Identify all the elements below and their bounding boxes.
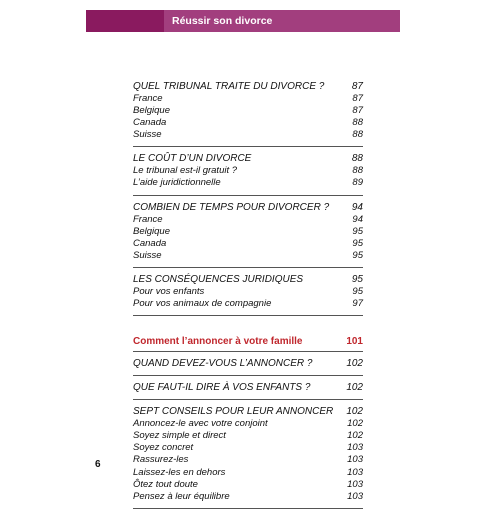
section-title: QUEL TRIBUNAL TRAITE DU DIVORCE ? [133, 81, 325, 92]
toc-entry [133, 250, 363, 262]
toc-entry [133, 454, 363, 466]
entry-page: 103 [347, 478, 363, 490]
entry-page: 103 [347, 454, 363, 466]
section-heading [133, 201, 363, 214]
entry-label: Ôtez tout doute [133, 478, 198, 490]
entry-page: 103 [347, 466, 363, 478]
table-of-contents [133, 80, 363, 514]
section-title: QUAND DEVEZ-VOUS L’ANNONCER ? [133, 358, 313, 370]
entry-page: 102 [347, 430, 363, 442]
entry-label: Canada [133, 117, 167, 129]
entry-page: 95 [352, 225, 363, 237]
toc-entry [133, 226, 363, 238]
toc-entry [133, 165, 363, 177]
toc-entry [133, 286, 363, 298]
section-page: 102 [346, 358, 363, 370]
entry-page: 88 [352, 165, 363, 177]
entry-page: 88 [352, 129, 363, 141]
entry-label: Rassurez-les [133, 454, 189, 466]
entry-label: Pensez à leur équilibre [133, 490, 230, 502]
entry-label: Soyez simple et direct [133, 430, 226, 442]
entry-label: Pour vos enfants [133, 285, 205, 297]
entry-page: 95 [352, 285, 363, 297]
entry-page: 87 [352, 93, 363, 104]
section-title: SEPT CONSEILS POUR LEUR ANNONCER [133, 406, 334, 418]
section-page: 102 [346, 382, 363, 394]
toc-entry [133, 214, 363, 226]
header-title: Réussir son divorce [164, 10, 400, 32]
chapter-title: Comment l’annoncer à votre famille [133, 336, 303, 348]
toc-entry [133, 479, 363, 491]
chapter-page: 101 [346, 336, 363, 348]
toc-section [133, 80, 363, 147]
section-page: 102 [346, 406, 363, 418]
section-title: LE COÛT D’UN DIVORCE [133, 153, 252, 165]
entry-label: Soyez concret [133, 442, 194, 454]
toc-entry [133, 491, 363, 503]
toc-section [133, 381, 363, 400]
toc-entry [133, 442, 363, 454]
entry-label: France [133, 93, 163, 104]
entry-label: Laissez-les en dehors [133, 466, 226, 478]
entry-label: France [133, 213, 163, 225]
section-heading [133, 152, 363, 165]
entry-label: L’aide juridictionnelle [133, 177, 221, 189]
toc-entry [133, 177, 363, 189]
page-number: 6 [95, 459, 101, 470]
entry-page: 103 [347, 490, 363, 502]
toc-section [133, 357, 363, 376]
toc-entry [133, 430, 363, 442]
toc-entry [133, 117, 363, 129]
section-heading [133, 357, 363, 370]
section-page: 87 [351, 81, 363, 92]
toc-entry [133, 105, 363, 117]
toc-section [133, 405, 363, 509]
toc-section [133, 152, 363, 195]
entry-label: Annoncez-le avec votre conjoint [133, 418, 268, 430]
entry-label: Suisse [133, 129, 162, 141]
entry-label: Pour vos animaux de compagnie [133, 298, 272, 310]
entry-label: Suisse [133, 249, 162, 261]
section-page: 88 [351, 153, 363, 165]
entry-page: 88 [352, 117, 363, 129]
entry-label: Le tribunal est-il gratuit ? [133, 165, 238, 177]
section-title: QUE FAUT-IL DIRE À VOS ENFANTS ? [133, 382, 311, 394]
running-header [86, 10, 400, 32]
chapter-heading [133, 330, 363, 352]
toc-section [133, 273, 363, 316]
toc-section [133, 201, 363, 268]
section-title: COMBIEN DE TEMPS POUR DIVORCER ? [133, 201, 330, 213]
header-color-block [86, 10, 164, 32]
section-heading [133, 405, 363, 418]
toc-entry [133, 129, 363, 141]
section-page: 95 [351, 273, 363, 285]
entry-page: 102 [347, 418, 363, 430]
entry-page: 89 [352, 177, 363, 189]
entry-page: 103 [347, 442, 363, 454]
entry-page: 97 [352, 298, 363, 310]
section-heading [133, 80, 363, 93]
entry-page: 95 [352, 237, 363, 249]
entry-page: 94 [352, 213, 363, 225]
section-page: 94 [351, 201, 363, 213]
entry-label: Canada [133, 237, 167, 249]
toc-entry [133, 238, 363, 250]
entry-page: 95 [352, 249, 363, 261]
entry-label: Belgique [133, 105, 170, 117]
section-heading [133, 381, 363, 394]
section-heading [133, 273, 363, 286]
toc-entry [133, 467, 363, 479]
entry-label: Belgique [133, 225, 170, 237]
section-title: LES CONSÉQUENCES JURIDIQUES [133, 273, 304, 285]
toc-entry [133, 93, 363, 105]
toc-entry [133, 418, 363, 430]
toc-entry [133, 298, 363, 310]
entry-page: 87 [352, 105, 363, 117]
